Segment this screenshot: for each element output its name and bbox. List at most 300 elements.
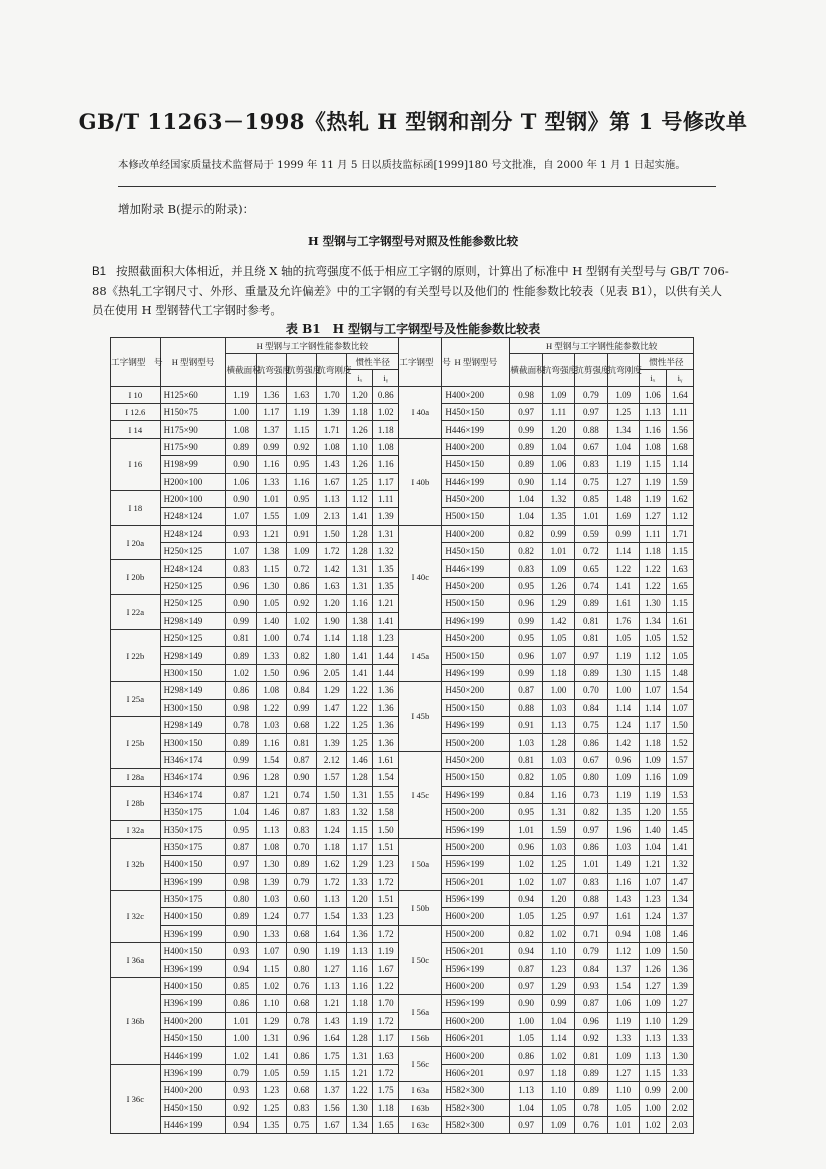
ratio-value: 0.89 <box>226 908 256 925</box>
ratio-value: 1.76 <box>607 612 639 629</box>
ratio-value: 2.02 <box>666 1099 693 1116</box>
ratio-value: 1.26 <box>542 577 574 594</box>
h-beam-model: H250×125 <box>160 577 226 594</box>
ratio-value: 0.68 <box>286 925 316 942</box>
ratio-value: 0.67 <box>575 438 607 455</box>
h-beam-model: H450×200 <box>442 630 510 647</box>
h-beam-model: H500×200 <box>442 925 510 942</box>
ratio-value: 1.72 <box>373 1064 399 1081</box>
h-beam-model: H496×199 <box>442 716 510 733</box>
i-beam-model: I 56b <box>399 1030 442 1047</box>
ratio-value: 1.36 <box>373 716 399 733</box>
h-beam-model: H596×199 <box>442 821 510 838</box>
ratio-value: 0.94 <box>226 1116 256 1133</box>
ratio-value: 1.09 <box>639 943 666 960</box>
h-beam-model: H496×199 <box>442 786 510 803</box>
ratio-value: 1.05 <box>510 908 542 925</box>
ratio-value: 1.02 <box>286 612 316 629</box>
ratio-value: 1.07 <box>256 943 286 960</box>
ratio-value: 1.36 <box>373 699 399 716</box>
ratio-value: 1.06 <box>226 473 256 490</box>
ratio-value: 1.29 <box>317 682 347 699</box>
i-beam-model: I 63b <box>399 1099 442 1116</box>
ratio-value: 1.72 <box>373 873 399 890</box>
ratio-value: 1.06 <box>542 456 574 473</box>
ratio-value: 1.54 <box>666 682 693 699</box>
ratio-value: 1.38 <box>256 543 286 560</box>
h-beam-model: H446×199 <box>160 1047 226 1064</box>
ratio-value: 1.16 <box>639 769 666 786</box>
ratio-value: 0.81 <box>510 751 542 768</box>
ratio-value: 1.09 <box>639 995 666 1012</box>
ratio-value: 1.19 <box>607 456 639 473</box>
ratio-value: 1.21 <box>373 595 399 612</box>
ratio-value: 1.11 <box>639 525 666 542</box>
ratio-value: 0.98 <box>226 699 256 716</box>
appendix-note: 增加附录 B(提示的附录)： <box>118 202 255 216</box>
ratio-value: 1.15 <box>639 664 666 681</box>
ratio-value: 1.08 <box>639 925 666 942</box>
header-bending: 抗弯强度 <box>542 354 574 386</box>
ratio-value: 1.13 <box>639 1047 666 1064</box>
ratio-value: 1.50 <box>373 821 399 838</box>
paragraph-b1 <box>92 262 732 320</box>
ratio-value: 0.96 <box>226 769 256 786</box>
h-beam-model: H450×200 <box>442 577 510 594</box>
ratio-value: 0.90 <box>226 595 256 612</box>
ratio-value: 0.82 <box>510 525 542 542</box>
ratio-value: 1.15 <box>317 1064 347 1081</box>
ratio-value: 0.90 <box>226 925 256 942</box>
ratio-value: 1.23 <box>373 630 399 647</box>
ratio-value: 1.07 <box>226 508 256 525</box>
ratio-value: 1.69 <box>607 508 639 525</box>
ratio-value: 1.22 <box>373 977 399 994</box>
ratio-value: 0.77 <box>286 908 316 925</box>
ratio-value: 0.83 <box>226 560 256 577</box>
h-beam-model: H300×150 <box>160 734 226 751</box>
ratio-value: 1.47 <box>317 699 347 716</box>
ratio-value: 0.81 <box>575 630 607 647</box>
ratio-value: 1.28 <box>542 734 574 751</box>
ratio-value: 1.32 <box>373 543 399 560</box>
ratio-value: 0.99 <box>542 525 574 542</box>
ratio-value: 0.80 <box>286 960 316 977</box>
ratio-value: 1.31 <box>347 1047 373 1064</box>
ratio-value: 1.25 <box>256 1099 286 1116</box>
table-row <box>111 1030 694 1047</box>
ratio-value: 1.37 <box>256 421 286 438</box>
ratio-value: 1.11 <box>666 403 693 420</box>
table-row <box>111 995 694 1012</box>
ratio-value: 1.50 <box>666 943 693 960</box>
h-beam-model: H446×199 <box>442 421 510 438</box>
ratio-value: 1.18 <box>639 734 666 751</box>
ratio-value: 1.39 <box>317 734 347 751</box>
ratio-value: 0.99 <box>510 612 542 629</box>
ratio-value: 1.05 <box>542 630 574 647</box>
ratio-value: 1.26 <box>347 421 373 438</box>
h-beam-model: H396×199 <box>160 960 226 977</box>
ratio-value: 1.13 <box>256 821 286 838</box>
h-beam-model: H250×125 <box>160 630 226 647</box>
ratio-value: 1.96 <box>607 821 639 838</box>
ratio-value: 1.22 <box>347 699 373 716</box>
ratio-value: 0.90 <box>510 995 542 1012</box>
ratio-value: 1.39 <box>256 873 286 890</box>
ratio-value: 1.57 <box>317 769 347 786</box>
ratio-value: 0.99 <box>639 1082 666 1099</box>
ratio-value: 0.97 <box>575 647 607 664</box>
ratio-value: 1.46 <box>666 925 693 942</box>
ratio-value: 1.90 <box>317 612 347 629</box>
header-bending: 抗弯强度 <box>256 354 286 386</box>
ratio-value: 1.18 <box>542 664 574 681</box>
ratio-value: 1.00 <box>607 682 639 699</box>
h-beam-model: H596×199 <box>442 890 510 907</box>
ratio-value: 1.48 <box>666 664 693 681</box>
i-beam-model: I 10 <box>111 386 161 403</box>
ratio-value: 0.97 <box>510 403 542 420</box>
ratio-value: 1.12 <box>607 943 639 960</box>
ratio-value: 1.37 <box>317 1082 347 1099</box>
ratio-value: 1.12 <box>347 490 373 507</box>
ratio-value: 0.86 <box>286 1047 316 1064</box>
ratio-value: 1.15 <box>256 560 286 577</box>
ratio-value: 1.34 <box>639 612 666 629</box>
ratio-value: 1.19 <box>373 943 399 960</box>
ratio-value: 1.41 <box>347 647 373 664</box>
ratio-value: 0.97 <box>510 1116 542 1133</box>
header-stiffness: 抗弯刚度 <box>607 354 639 386</box>
ratio-value: 1.07 <box>639 682 666 699</box>
i-beam-model: I 56c <box>399 1047 442 1082</box>
h-beam-model: H400×200 <box>442 525 510 542</box>
ratio-value: 1.45 <box>666 821 693 838</box>
ratio-value: 0.94 <box>510 890 542 907</box>
h-beam-model: H175×90 <box>160 421 226 438</box>
ratio-value: 0.87 <box>226 838 256 855</box>
ratio-value: 0.84 <box>575 699 607 716</box>
ratio-value: 0.88 <box>575 421 607 438</box>
ratio-value: 1.21 <box>256 786 286 803</box>
ratio-value: 0.99 <box>226 751 256 768</box>
ratio-value: 1.35 <box>373 560 399 577</box>
ratio-value: 1.24 <box>317 821 347 838</box>
h-beam-model: H396×199 <box>160 873 226 890</box>
ratio-value: 1.51 <box>373 890 399 907</box>
ratio-value: 1.49 <box>607 856 639 873</box>
ratio-value: 1.67 <box>317 473 347 490</box>
header-i-beam: 工字钢型 号 <box>399 338 442 387</box>
ratio-value: 1.29 <box>542 595 574 612</box>
i-beam-model: I 50a <box>399 838 442 890</box>
ratio-value: 1.43 <box>317 1012 347 1029</box>
ratio-value: 1.28 <box>256 769 286 786</box>
ratio-value: 1.64 <box>666 386 693 403</box>
ratio-value: 1.08 <box>373 438 399 455</box>
i-beam-model: I 45a <box>399 630 442 682</box>
h-beam-model: H198×99 <box>160 456 226 473</box>
h-beam-model: H450×150 <box>160 1030 226 1047</box>
ratio-value: 1.23 <box>256 1082 286 1099</box>
ratio-value: 0.89 <box>575 664 607 681</box>
ratio-value: 0.92 <box>286 595 316 612</box>
ratio-value: 1.23 <box>542 960 574 977</box>
ratio-value: 0.73 <box>575 786 607 803</box>
ratio-value: 1.40 <box>639 821 666 838</box>
h-beam-model: H446×199 <box>160 1116 226 1133</box>
ratio-value: 1.08 <box>317 438 347 455</box>
ratio-value: 0.86 <box>575 734 607 751</box>
i-beam-model: I 32b <box>111 838 161 890</box>
i-beam-model: I 40a <box>399 386 442 438</box>
ratio-value: 1.10 <box>256 995 286 1012</box>
ratio-value: 0.87 <box>510 960 542 977</box>
ratio-value: 1.15 <box>347 821 373 838</box>
ratio-value: 1.64 <box>317 1030 347 1047</box>
ratio-value: 0.94 <box>510 943 542 960</box>
ratio-value: 1.43 <box>317 456 347 473</box>
ratio-value: 1.30 <box>256 856 286 873</box>
ratio-value: 1.58 <box>373 803 399 820</box>
ratio-value: 1.54 <box>256 751 286 768</box>
h-beam-model: H346×174 <box>160 769 226 786</box>
ratio-value: 1.28 <box>347 543 373 560</box>
h-beam-model: H582×300 <box>442 1099 510 1116</box>
ratio-value: 0.98 <box>226 873 256 890</box>
ratio-value: 1.36 <box>347 925 373 942</box>
ratio-value: 1.03 <box>256 716 286 733</box>
ratio-value: 1.22 <box>607 560 639 577</box>
ratio-value: 0.81 <box>226 630 256 647</box>
ratio-value: 0.68 <box>286 716 316 733</box>
ratio-value: 1.01 <box>575 856 607 873</box>
h-beam-model: H596×199 <box>442 856 510 873</box>
h-beam-model: H450×200 <box>442 682 510 699</box>
h-beam-model: H496×199 <box>442 664 510 681</box>
ratio-value: 1.68 <box>666 438 693 455</box>
ratio-value: 1.12 <box>666 508 693 525</box>
ratio-value: 0.72 <box>575 543 607 560</box>
ratio-value: 1.16 <box>256 734 286 751</box>
ratio-value: 1.27 <box>666 995 693 1012</box>
ratio-value: 1.30 <box>347 1099 373 1116</box>
ratio-value: 1.19 <box>639 473 666 490</box>
h-beam-model: H298×149 <box>160 682 226 699</box>
h-beam-model: H596×199 <box>442 960 510 977</box>
ratio-value: 0.67 <box>575 751 607 768</box>
ratio-value: 1.41 <box>256 1047 286 1064</box>
ratio-value: 0.93 <box>226 943 256 960</box>
ratio-value: 1.01 <box>256 490 286 507</box>
ratio-value: 1.14 <box>542 473 574 490</box>
ratio-value: 1.05 <box>542 769 574 786</box>
ratio-value: 1.14 <box>639 699 666 716</box>
ratio-value: 1.50 <box>256 664 286 681</box>
ratio-value: 1.32 <box>666 856 693 873</box>
ratio-value: 1.04 <box>542 1012 574 1029</box>
i-beam-model: I 20b <box>111 560 161 595</box>
ratio-value: 1.33 <box>256 647 286 664</box>
ratio-value: 1.11 <box>542 403 574 420</box>
ratio-value: 1.18 <box>542 1064 574 1081</box>
ratio-value: 1.18 <box>373 421 399 438</box>
ratio-value: 1.09 <box>542 560 574 577</box>
h-beam-model: H346×174 <box>160 751 226 768</box>
ratio-value: 1.16 <box>347 960 373 977</box>
h-beam-model: H150×75 <box>160 403 226 420</box>
ratio-value: 1.42 <box>317 560 347 577</box>
ratio-value: 1.50 <box>666 716 693 733</box>
header-h-model: H 型钢型号 <box>442 338 510 387</box>
h-beam-model: H450×150 <box>442 403 510 420</box>
ratio-value: 1.20 <box>347 890 373 907</box>
ratio-value: 1.18 <box>347 403 373 420</box>
ratio-value: 0.70 <box>286 838 316 855</box>
i-beam-model: I 28a <box>111 769 161 786</box>
ratio-value: 1.33 <box>666 1030 693 1047</box>
h-beam-model: H450×150 <box>442 456 510 473</box>
ratio-value: 1.03 <box>256 890 286 907</box>
ratio-value: 1.03 <box>607 838 639 855</box>
ratio-value: 0.90 <box>226 490 256 507</box>
ratio-value: 1.26 <box>639 960 666 977</box>
ratio-value: 0.70 <box>575 682 607 699</box>
h-beam-model: H500×200 <box>442 838 510 855</box>
ratio-value: 1.65 <box>373 1116 399 1133</box>
ratio-value: 1.14 <box>607 543 639 560</box>
ratio-value: 1.43 <box>607 890 639 907</box>
i-beam-model: I 63c <box>399 1116 442 1133</box>
ratio-value: 1.09 <box>666 769 693 786</box>
ratio-value: 0.97 <box>510 1064 542 1081</box>
ratio-value: 0.87 <box>510 682 542 699</box>
ratio-value: 0.81 <box>575 612 607 629</box>
ratio-value: 0.99 <box>226 612 256 629</box>
ratio-value: 1.56 <box>666 421 693 438</box>
ratio-value: 0.75 <box>575 473 607 490</box>
ratio-value: 1.56 <box>317 1099 347 1116</box>
i-beam-model: I 50c <box>399 925 442 995</box>
ratio-value: 1.00 <box>542 682 574 699</box>
ratio-value: 1.39 <box>317 403 347 420</box>
ratio-value: 1.18 <box>639 543 666 560</box>
i-beam-model: I 40c <box>399 525 442 629</box>
ratio-value: 1.00 <box>226 1030 256 1047</box>
ratio-value: 1.04 <box>510 508 542 525</box>
ratio-value: 1.42 <box>542 612 574 629</box>
ratio-value: 1.01 <box>607 1116 639 1133</box>
h-beam-model: H446×199 <box>442 473 510 490</box>
ratio-value: 0.74 <box>286 630 316 647</box>
ratio-value: 1.36 <box>256 386 286 403</box>
ratio-value: 1.10 <box>607 1082 639 1099</box>
ratio-value: 0.89 <box>510 456 542 473</box>
ratio-value: 1.50 <box>317 786 347 803</box>
ratio-value: 1.34 <box>666 890 693 907</box>
ratio-value: 0.83 <box>286 1099 316 1116</box>
table-row <box>111 525 694 542</box>
i-beam-model: I 18 <box>111 490 161 525</box>
ratio-value: 1.17 <box>256 403 286 420</box>
ratio-value: 1.23 <box>373 856 399 873</box>
h-beam-model: H250×125 <box>160 595 226 612</box>
ratio-value: 1.14 <box>542 1030 574 1047</box>
ratio-value: 1.22 <box>256 699 286 716</box>
ratio-value: 1.70 <box>373 995 399 1012</box>
h-beam-model: H450×200 <box>442 490 510 507</box>
ratio-value: 0.75 <box>286 1116 316 1133</box>
ratio-value: 1.15 <box>639 456 666 473</box>
ratio-value: 0.94 <box>607 925 639 942</box>
ratio-value: 0.89 <box>226 647 256 664</box>
table-row <box>111 838 694 855</box>
ratio-value: 2.00 <box>666 1082 693 1099</box>
comparison-table <box>110 337 694 1134</box>
ratio-value: 1.08 <box>226 421 256 438</box>
h-beam-model: H600×200 <box>442 1047 510 1064</box>
ratio-value: 1.02 <box>226 664 256 681</box>
ratio-value: 0.86 <box>286 577 316 594</box>
paragraph-label: B1 <box>92 266 107 278</box>
i-beam-model: I 32a <box>111 821 161 838</box>
ratio-value: 1.07 <box>639 873 666 890</box>
ratio-value: 1.25 <box>347 734 373 751</box>
ratio-value: 1.64 <box>317 925 347 942</box>
ratio-value: 1.02 <box>542 925 574 942</box>
ratio-value: 1.32 <box>347 803 373 820</box>
ratio-value: 0.97 <box>510 977 542 994</box>
ratio-value: 0.96 <box>286 1030 316 1047</box>
ratio-value: 1.16 <box>607 873 639 890</box>
ratio-value: 1.41 <box>347 508 373 525</box>
h-beam-model: H125×60 <box>160 386 226 403</box>
ratio-value: 1.25 <box>347 473 373 490</box>
ratio-value: 1.33 <box>347 908 373 925</box>
ratio-value: 0.93 <box>575 977 607 994</box>
ratio-value: 0.60 <box>286 890 316 907</box>
table-row <box>111 890 694 907</box>
ratio-value: 1.20 <box>317 595 347 612</box>
ratio-value: 1.63 <box>317 577 347 594</box>
ratio-value: 0.82 <box>575 803 607 820</box>
ratio-value: 0.83 <box>510 560 542 577</box>
ratio-value: 1.51 <box>373 838 399 855</box>
i-beam-model: I 16 <box>111 438 161 490</box>
ratio-value: 1.22 <box>347 682 373 699</box>
ratio-value: 0.96 <box>510 838 542 855</box>
ratio-value: 1.02 <box>510 856 542 873</box>
h-beam-model: H506×201 <box>442 873 510 890</box>
ratio-value: 1.00 <box>510 1012 542 1029</box>
ratio-value: 1.25 <box>542 908 574 925</box>
ratio-value: 1.36 <box>666 960 693 977</box>
ratio-value: 1.03 <box>510 734 542 751</box>
ratio-value: 1.32 <box>542 490 574 507</box>
ratio-value: 0.95 <box>226 821 256 838</box>
ratio-value: 1.01 <box>542 543 574 560</box>
ratio-value: 0.89 <box>226 438 256 455</box>
ratio-value: 1.06 <box>639 386 666 403</box>
ratio-value: 0.82 <box>510 925 542 942</box>
h-beam-model: H200×100 <box>160 473 226 490</box>
ratio-value: 1.11 <box>373 490 399 507</box>
ratio-value: 1.25 <box>347 716 373 733</box>
ratio-value: 0.82 <box>510 543 542 560</box>
ratio-value: 1.72 <box>373 925 399 942</box>
ratio-value: 0.92 <box>286 438 316 455</box>
